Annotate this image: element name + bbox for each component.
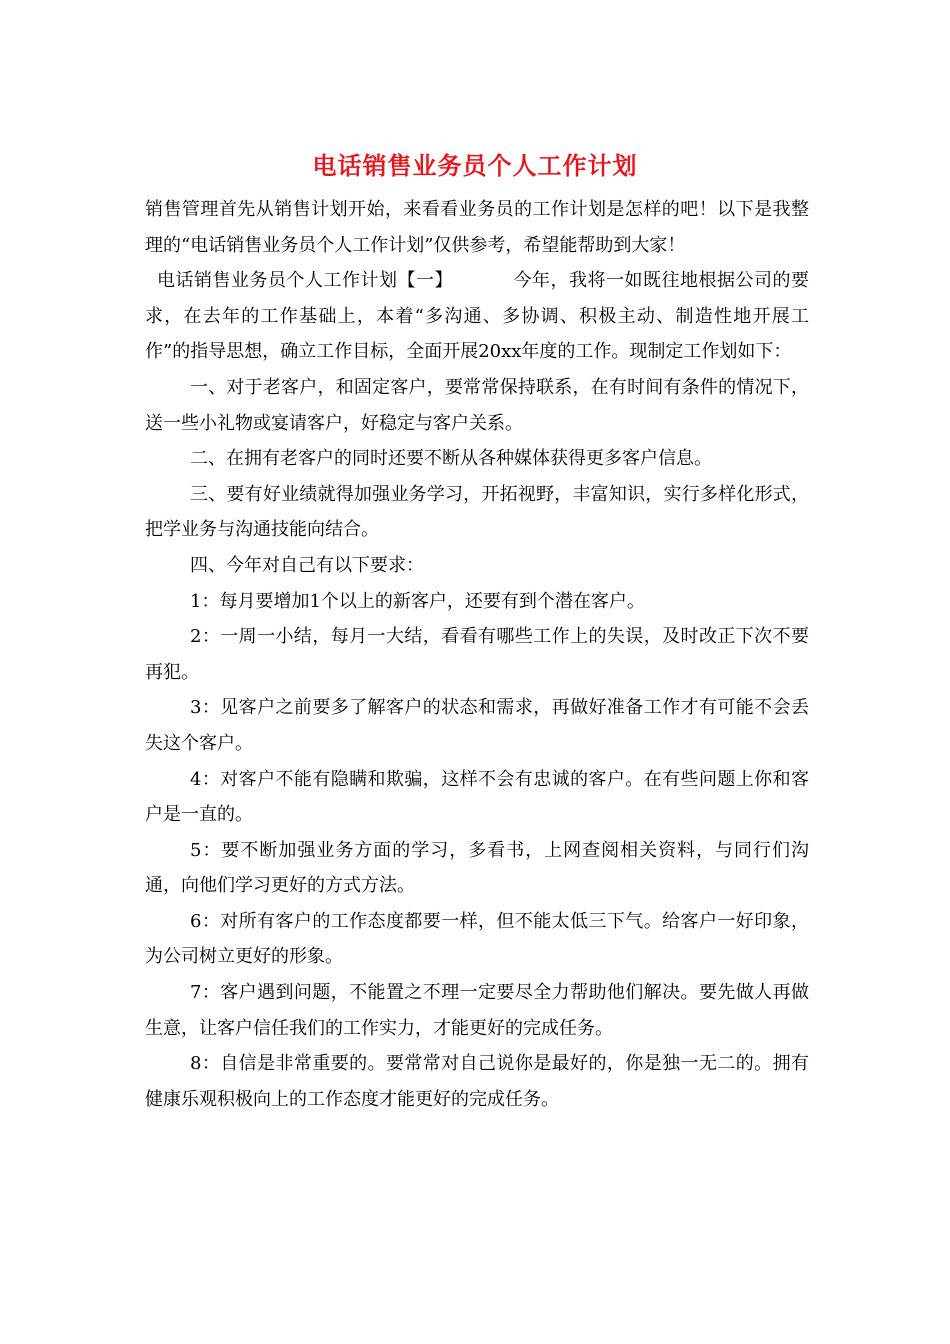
section-heading: 电话销售业务员个人工作计划【一】: [157, 270, 453, 292]
requirement-paragraph: 8：自信是非常重要的。要常常对自己说你是最好的，你是独一无二的。拥有健康乐观积极向上的工作态度才能更好的完成任务。: [145, 1053, 809, 1110]
requirement-paragraph: 1：每月要增加1个以上的新客户，还要有到个潜在客户。: [190, 590, 645, 612]
point-paragraph: 三、要有好业绩就得加强业务学习，开拓视野，丰富知识，实行多样化形式，把学业务与沟通技能向结合。: [145, 483, 809, 541]
requirement-paragraph: 3：见客户之前要多了解客户的状态和需求，再做好准备工作才有可能不会丢失这个客户。: [145, 697, 809, 754]
requirement-paragraph: 6：对所有客户的工作态度都要一样，但不能太低三下气。给客户一好印象，为公司树立更好的形象。: [145, 910, 809, 968]
section-intro: 今年，我将一如既往地根据公司的要求，在去年的工作基础上，本着“多沟通、多协调、积极主动、制造性地开展工作”的指导思想，确立工作目标，全面开展20xx年度的工作。现制定工作划如下：: [145, 270, 809, 363]
requirement-paragraph: 2：一周一小结，每月一大结，看看有哪些工作上的失误，及时改正下次不要再犯。: [145, 626, 809, 683]
point-paragraph: 一、对于老客户，和固定客户，要常常保持联系，在有时间有条件的情况下，送一些小礼物或宴请客户，好稳定与客户关系。: [145, 376, 809, 434]
requirement-paragraph: 4：对客户不能有隐瞒和欺骗，这样不会有忠诚的客户。在有些问题上你和客户是一直的。: [145, 768, 809, 826]
requirement-paragraph: 7：客户遇到问题，不能置之不理一定要尽全力帮助他们解决。要先做人再做生意，让客户信任我们的工作实力，才能更好的完成任务。: [145, 982, 809, 1039]
point-paragraph: 四、今年对自己有以下要求：: [190, 554, 424, 576]
point-paragraph: 二、在拥有老客户的同时还要不断从各种媒体获得更多客户信息。: [190, 448, 712, 470]
document-body: [145, 192, 809, 1117]
intro-paragraph: 销售管理首先从销售计划开始，来看看业务员的工作计划是怎样的吧！以下是我整理的“电话销售业务员个人工作计划”仅供参考，希望能帮助到大家！: [145, 199, 809, 256]
document-title: 电话销售业务员个人工作计划: [312, 151, 638, 180]
requirement-paragraph: 5：要不断加强业务方面的学习，多看书，上网查阅相关资料，与同行们沟通，向他们学习更好的方式方法。: [145, 839, 809, 897]
section-heading-paragraph: [145, 263, 809, 370]
